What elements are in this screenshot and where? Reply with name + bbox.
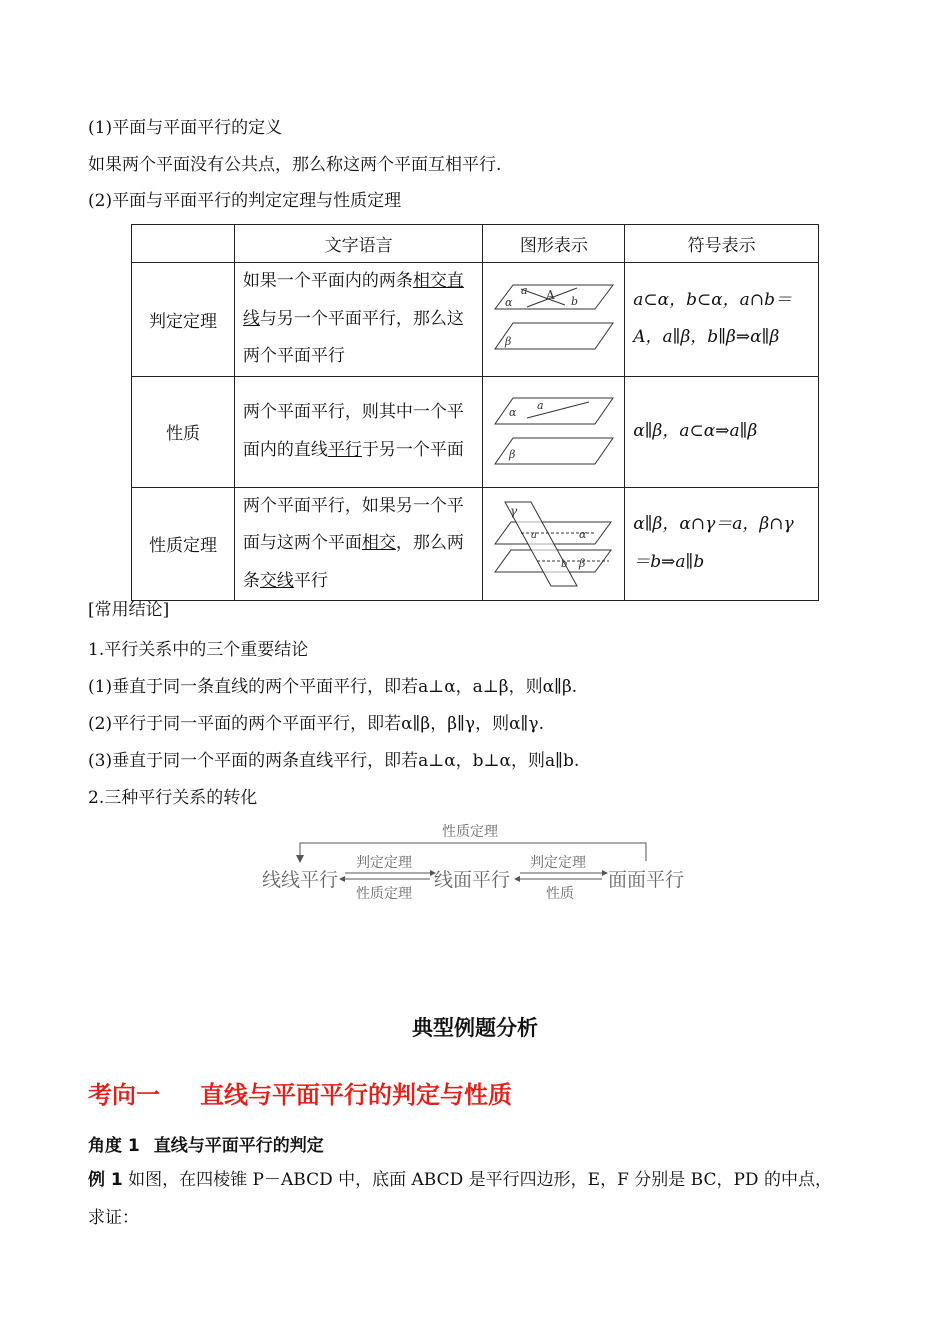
svg-text:β: β — [508, 447, 516, 461]
angle-title: 直线与平面平行的判定 — [153, 1136, 324, 1156]
angle-heading — [88, 1131, 324, 1156]
row-figure — [483, 487, 625, 601]
svg-text:A: A — [545, 288, 555, 303]
arrow2-bottom-label: 性质 — [546, 886, 574, 902]
example-text-2: 求证： — [88, 1208, 139, 1228]
line-line-node: 线线平行 — [262, 869, 339, 891]
definition-heading: (1)平面与平面平行的定义 — [88, 118, 283, 138]
row-text: 两个平面平行，如果另一个平面与这两个平面相交，那么两条交线平行 — [234, 487, 483, 601]
row-figure — [483, 263, 625, 377]
conclusion-line: (3)垂直于同一个平面的两条直线平行，即若a⊥α，b⊥α，则a∥b. — [88, 751, 580, 771]
theorem-heading: (2)平面与平面平行的判定定理与性质定理 — [88, 191, 402, 211]
example-text: 例 1 如图，在四棱锥 P－ABCD 中，底面 ABCD 是平行四边形，E，F 分别是 BC，PD 的中点， — [88, 1170, 832, 1190]
table-row — [132, 376, 819, 487]
svg-text:α: α — [504, 296, 513, 310]
row-symbol: α∥β，α∩γ＝a，β∩γ＝b⇒a∥b — [625, 487, 819, 601]
row-name: 性质定理 — [132, 487, 235, 601]
svg-text:a: a — [536, 398, 544, 412]
conclusion-line: (1)垂直于同一条直线的两个平面平行，即若a⊥α，a⊥β，则α∥β. — [88, 677, 578, 697]
arrow1-top-label: 判定定理 — [356, 855, 412, 871]
topic-label: 考向一 — [88, 1081, 160, 1109]
svg-text:b: b — [560, 558, 568, 570]
theorem-table — [131, 224, 819, 601]
arrow1-bottom-label: 性质定理 — [356, 886, 412, 902]
angle-label: 角度 1 — [88, 1136, 140, 1156]
table-header-cell: 文字语言 — [234, 225, 483, 263]
topic-title: 直线与平面平行的判定与性质 — [200, 1081, 512, 1109]
svg-text:b: b — [570, 295, 578, 309]
definition-text: 如果两个平面没有公共点，那么称这两个平面互相平行. — [88, 155, 502, 175]
svg-text:a: a — [530, 529, 537, 541]
table-row — [132, 487, 819, 601]
table-header-cell: 符号表示 — [625, 225, 819, 263]
table-header-row — [132, 225, 819, 263]
conclusion-item-2: 2.三种平行关系的转化 — [88, 788, 258, 808]
parallel-conversion-diagram — [250, 815, 700, 915]
row-symbol: α∥β，a⊂α⇒a∥β — [625, 376, 819, 487]
conversion-top-label: 性质定理 — [442, 824, 498, 840]
table-row — [132, 263, 819, 377]
row-figure — [483, 376, 625, 487]
table-header-cell — [132, 225, 235, 263]
row-text: 如果一个平面内的两条相交直线与另一个平面平行，那么这两个平面平行 — [234, 263, 483, 377]
svg-text:β: β — [578, 556, 586, 570]
row-symbol: a⊂α，b⊂α，a∩b＝A，a∥β，b∥β⇒α∥β — [625, 263, 819, 377]
svg-text:β: β — [504, 335, 512, 349]
topic-heading — [88, 1075, 512, 1110]
svg-text:α: α — [508, 405, 517, 419]
plane-plane-node: 面面平行 — [608, 869, 685, 891]
conclusion-item-1: 1.平行关系中的三个重要结论 — [88, 640, 309, 660]
arrow2-top-label: 判定定理 — [530, 855, 586, 871]
row-text: 两个平面平行，则其中一个平面内的直线平行于另一个平面 — [234, 376, 483, 487]
table-header-cell: 图形表示 — [483, 225, 625, 263]
intersecting-planes-figure — [491, 498, 617, 590]
row-name: 性质 — [132, 376, 235, 487]
svg-text:γ: γ — [509, 503, 517, 518]
row-name: 判定定理 — [132, 263, 235, 377]
conclusions-heading: [常用结论] — [88, 600, 170, 620]
conclusion-line: (2)平行于同一平面的两个平面平行，即若α∥β，β∥γ，则α∥γ. — [88, 714, 544, 734]
line-plane-node: 线面平行 — [434, 869, 511, 891]
plane-line-figure — [491, 392, 617, 472]
svg-text:a: a — [520, 284, 528, 298]
svg-text:α: α — [578, 527, 587, 541]
section-title: 典型例题分析 — [412, 1016, 538, 1040]
parallel-planes-figure — [491, 279, 617, 359]
